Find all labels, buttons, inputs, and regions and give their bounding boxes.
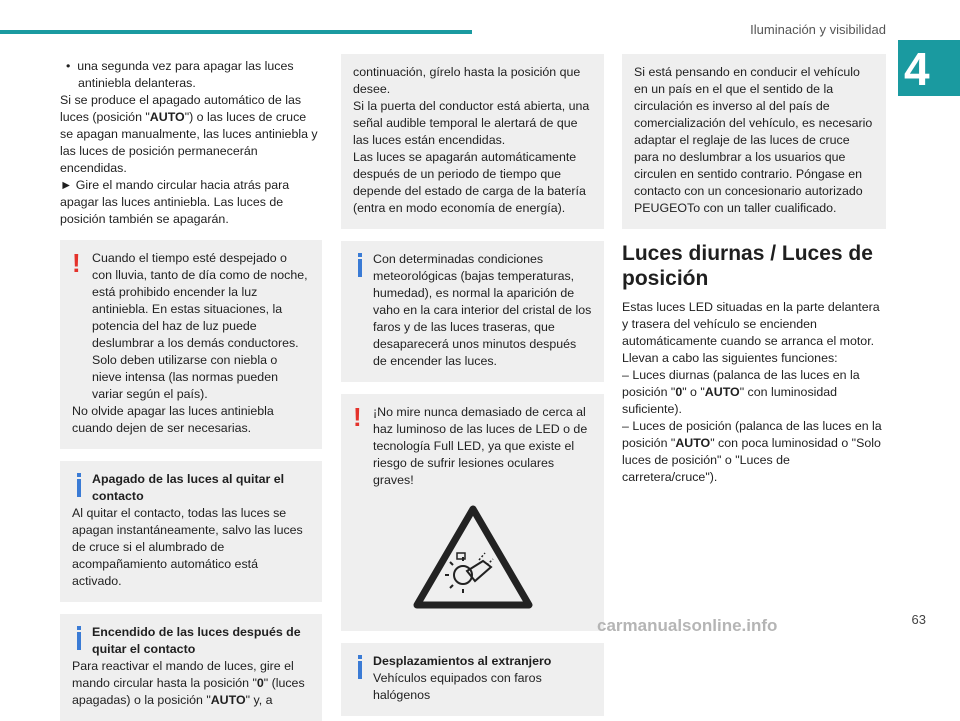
warning-box xyxy=(60,240,322,449)
text: " o " xyxy=(682,385,705,399)
text-auto: AUTO xyxy=(704,385,740,399)
paragraph: Llevan a cabo las siguientes funciones: xyxy=(622,351,838,365)
continuation-box xyxy=(341,54,604,229)
paragraph: Las luces se apagarán automáticamente después de un periodo de tiempo que depende del estado de carga de la batería (entra en modo economía de energía). xyxy=(353,150,586,215)
paragraph: ► Gire el mando circular hacia atrás para apagar las luces antiniebla. Las luces de posición también se apagarán. xyxy=(60,178,290,226)
info-title: Desplazamientos al extranjero xyxy=(373,654,552,668)
continuation-box xyxy=(622,54,886,229)
info-title: Apagado de las luces al quitar el contacto xyxy=(92,472,285,503)
info-icon xyxy=(353,655,367,683)
column-1 xyxy=(60,58,322,721)
section-title: Iluminación y visibilidad xyxy=(750,22,886,37)
paragraph: Estas luces LED situadas en la parte delantera y trasera del vehículo se encienden automáticamente cuando se arranca el motor. xyxy=(622,300,880,348)
section-heading: Luces diurnas / Luces de posición xyxy=(622,242,873,290)
paragraph xyxy=(622,367,886,418)
column-3 xyxy=(622,54,886,486)
warning-icon: ! xyxy=(353,402,362,432)
text-auto: AUTO xyxy=(210,693,246,707)
info-icon xyxy=(72,626,86,654)
info-text xyxy=(72,658,310,709)
warning-box xyxy=(341,394,604,631)
text: – Luces de posición (palanca de las luces en la posición " xyxy=(622,419,882,450)
paragraph xyxy=(622,418,886,486)
page-number: 63 xyxy=(911,612,926,627)
info-title: Encendido de las luces después de quitar el contacto xyxy=(92,625,301,656)
info-box xyxy=(60,614,322,721)
info-box xyxy=(341,241,604,382)
warning-text: No olvide apagar las luces antiniebla cuando dejen de ser necesarias. xyxy=(72,404,274,435)
warning-text: ¡No mire nunca demasiado de cerca al haz luminoso de las luces de LED o de tecnología Full LED, ya que existe el riesgo de sufrir lesiones oculares graves! xyxy=(373,405,588,487)
info-text: Al quitar el contacto, todas las luces se apagan instantáneamente, salvo las luces de cruce si el alumbrado de acompañamiento automático está activado. xyxy=(72,506,303,588)
info-icon xyxy=(353,253,367,281)
info-text: Con determinadas condiciones meteorológicas (bajas temperaturas, humedad), es normal la aparición de vaho en la cara interior del cristal de los faros y de las luces traseras, que desaparecerá unos minutos después de encender las luces. xyxy=(373,252,592,368)
info-icon xyxy=(72,473,86,501)
paragraph: Si está pensando en conducir el vehículo en un país en el que el sentido de la circulación es inverso al del país de comercialización del vehículo, es necesario adaptar el reglaje de las luces de cruce para no deslumbrar a los usuarios que circulen en sentido contrario. Póngase en contacto con un concesionario autorizado PEUGEOTo con un taller cualificado. xyxy=(634,65,873,215)
info-text: Vehículos equipados con faros halógenos xyxy=(373,671,542,702)
text-auto: AUTO xyxy=(675,436,711,450)
text: Si se produce el apagado automático de las luces (posición " xyxy=(60,93,302,124)
bullet-item: • una segunda vez para apagar las luces antiniebla delanteras. xyxy=(66,59,294,90)
text-zero: 0 xyxy=(256,676,264,690)
info-box xyxy=(60,461,322,602)
chapter-number: 4 xyxy=(904,43,930,95)
info-box xyxy=(341,643,604,716)
eye-laser-warning-icon xyxy=(413,505,533,609)
text: – Luces diurnas (palanca de las luces en la posición " xyxy=(622,368,860,399)
paragraph xyxy=(60,92,322,177)
warning-text: Cuando el tiempo esté despejado o con lluvia, tanto de día como de noche, está prohibido encender la luz antiniebla. En estas situaciones, la potencia del haz de luz puede deslumbrar a los demás conductores. Solo deben utilizarse con niebla o nieve intensa (las normas pueden variar según el país). xyxy=(92,251,308,401)
chapter-tab xyxy=(898,40,960,96)
text: " (luces apagadas) o la posición " xyxy=(72,676,305,707)
text-auto: AUTO xyxy=(149,110,185,124)
text: Para reactivar el mando de luces, gire el mando circular hasta la posición " xyxy=(72,659,294,690)
bullet-text: una segunda vez para apagar las luces antiniebla delanteras. xyxy=(77,59,294,90)
text: ") o las luces de cruce se apagan manualmente, las luces antiniebla y las luces de posición permanecerán encendidas. xyxy=(60,110,318,175)
paragraph: continuación, gírelo hasta la posición que desee. xyxy=(353,65,581,96)
text: " con poca luminosidad o "Solo luces de posición" o "Luces de carretera/cruce"). xyxy=(622,436,881,484)
header-accent-bar xyxy=(0,30,472,34)
text-zero: 0 xyxy=(675,385,683,399)
warning-icon: ! xyxy=(72,248,81,278)
watermark: carmanualsonline.info xyxy=(597,616,778,635)
text: " y, a xyxy=(245,693,273,707)
column-2 xyxy=(341,54,604,716)
text: " con luminosidad suficiente). xyxy=(622,385,838,416)
paragraph: Si la puerta del conductor está abierta, una señal audible temporal le alertará de que las luces están encendidas. xyxy=(353,99,590,147)
